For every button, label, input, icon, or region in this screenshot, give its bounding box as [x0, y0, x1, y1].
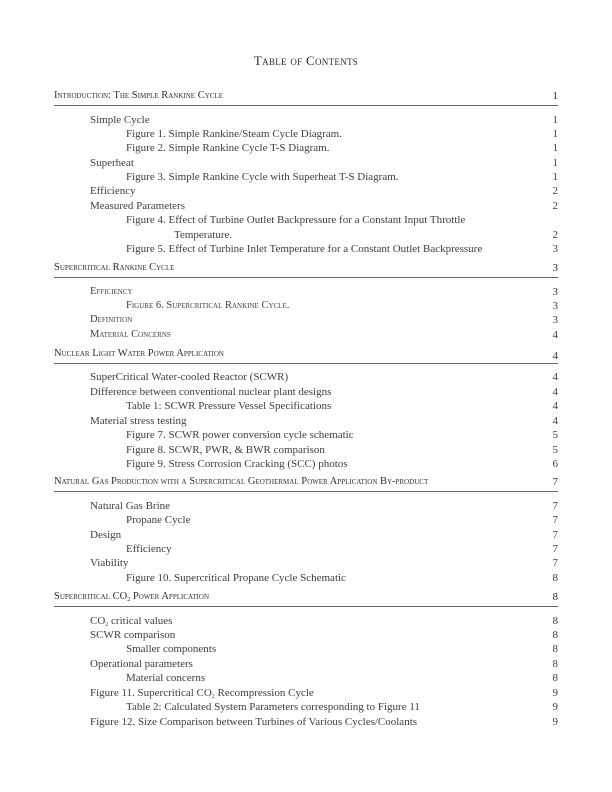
- toc-entry[interactable]: [54, 299, 558, 313]
- section-title: Introduction: The Simple Rankine Cycle: [54, 90, 223, 101]
- toc-entry[interactable]: [54, 628, 558, 642]
- entry-text: Measured Parameters: [90, 200, 185, 212]
- toc-entry[interactable]: [54, 242, 558, 256]
- page-number: 8: [552, 572, 558, 584]
- entry-text: Simple Cycle: [90, 114, 150, 126]
- page-number: 2: [552, 229, 558, 241]
- page-number: 7: [552, 543, 558, 555]
- toc-entry[interactable]: [54, 285, 558, 299]
- toc-section-heading[interactable]: [54, 590, 558, 607]
- page-number: 1: [552, 142, 558, 154]
- text-post: critical values: [108, 615, 173, 627]
- section-title: Nuclear Light Water Power Application: [54, 348, 224, 359]
- page-number: 1: [552, 128, 558, 140]
- page-number: 8: [552, 591, 558, 603]
- entry-text: Operational parameters: [90, 658, 193, 670]
- entry-text: Figure 5. Effect of Turbine Inlet Temperature for a Constant Outlet Backpressure: [126, 243, 483, 255]
- page-number: 5: [552, 429, 558, 441]
- subscript: 2: [105, 622, 109, 628]
- entry-text: Material stress testing: [90, 415, 187, 427]
- page-number: 4: [552, 400, 558, 412]
- page-number: 3: [552, 243, 558, 255]
- text-pre: Figure 11. Supercritical CO: [90, 687, 212, 699]
- toc-section-heading[interactable]: [54, 89, 558, 106]
- page-number: 5: [552, 444, 558, 456]
- entry-text: Smaller components: [126, 643, 217, 655]
- toc-entry[interactable]: [54, 642, 558, 656]
- toc-entry[interactable]: [54, 657, 558, 671]
- page-number: 7: [552, 557, 558, 569]
- page-number: 7: [552, 529, 558, 541]
- section-title-post: Power Application: [130, 591, 209, 602]
- toc-entry[interactable]: [54, 213, 558, 227]
- toc-entry[interactable]: [54, 385, 558, 399]
- toc-section-heading[interactable]: [54, 475, 558, 492]
- toc-entry[interactable]: [54, 457, 558, 471]
- page-number: 1: [552, 171, 558, 183]
- entry-text: Figure 8. SCWR, PWR, & BWR comparison: [126, 444, 325, 456]
- page-number: 8: [552, 629, 558, 641]
- toc-entry[interactable]: [54, 370, 558, 384]
- entry-text: Table 2: Calculated System Parameters corresponding to Figure 11: [126, 701, 420, 713]
- page-number: 1: [552, 90, 558, 102]
- toc-entry[interactable]: [54, 184, 558, 198]
- page-number: 7: [552, 514, 558, 526]
- toc-entry[interactable]: [54, 113, 558, 127]
- entry-text: Figure 2. Simple Rankine Cycle T-S Diagram.: [126, 142, 330, 154]
- entry-text: Design: [90, 529, 122, 541]
- page-number: 4: [552, 329, 558, 341]
- toc-entry[interactable]: [54, 428, 558, 442]
- page-number: 2: [552, 200, 558, 212]
- page-number: 3: [552, 286, 558, 298]
- toc-entry[interactable]: [54, 571, 558, 585]
- entry-text: Natural Gas Brine: [90, 500, 171, 512]
- entry-text: Figure 1. Simple Rankine/Steam Cycle Diagram.: [126, 128, 342, 140]
- page-number: 3: [552, 262, 558, 274]
- page-number: 8: [552, 672, 558, 684]
- page-number: 7: [552, 476, 558, 488]
- toc-entry[interactable]: [54, 686, 558, 700]
- toc-entry[interactable]: [54, 313, 558, 327]
- page-number: 7: [552, 500, 558, 512]
- entry-text: Difference between conventional nuclear plant designs: [90, 386, 332, 398]
- section-title: Natural Gas Production with a Supercritical Geothermal Power Application By-product: [54, 476, 429, 487]
- entry-text: Temperature.: [174, 229, 233, 241]
- entry-text: Viability: [90, 557, 129, 569]
- toc-entry[interactable]: [54, 528, 558, 542]
- page-number: 6: [552, 458, 558, 470]
- entry-text: Figure 9. Stress Corrosion Cracking (SCC) photos: [126, 458, 348, 470]
- page-number: 8: [552, 615, 558, 627]
- toc-entry[interactable]: [54, 328, 558, 342]
- entry-text: Material Concerns: [90, 329, 171, 340]
- entry-text: Figure 6. Supercritical Rankine Cycle.: [126, 300, 290, 311]
- entry-text: Efficiency: [90, 286, 133, 297]
- section-title: [54, 591, 209, 602]
- entry-text: Superheat: [90, 157, 134, 169]
- page-number: 1: [552, 114, 558, 126]
- page-number: 8: [552, 643, 558, 655]
- toc-entry[interactable]: [54, 443, 558, 457]
- toc-entry[interactable]: [54, 614, 558, 628]
- toc-entry[interactable]: [54, 700, 558, 714]
- toc-entry[interactable]: [54, 671, 558, 685]
- entry-text: Material concerns: [126, 672, 206, 684]
- page-number: 4: [552, 415, 558, 427]
- entry-text: Figure 4. Effect of Turbine Outlet Backpressure for a Constant Input Throttle: [126, 214, 466, 226]
- toc-entry-continuation[interactable]: [54, 228, 558, 242]
- toc-entry[interactable]: [54, 199, 558, 213]
- page-title: Table of Contents: [253, 53, 359, 68]
- toc-entry[interactable]: [54, 156, 558, 170]
- page-number: 4: [552, 371, 558, 383]
- entry-text: Figure 12. Size Comparison between Turbines of Various Cycles/Coolants: [90, 716, 418, 728]
- toc-entry[interactable]: [54, 499, 558, 513]
- entry-text: Table 1: SCWR Pressure Vessel Specifications: [126, 400, 332, 412]
- page-number: 9: [552, 716, 558, 728]
- text-post: Recompression Cycle: [214, 687, 314, 699]
- page-number: 4: [552, 386, 558, 398]
- page-number: 1: [552, 157, 558, 169]
- toc-entry[interactable]: [54, 141, 558, 155]
- page-number: 8: [552, 658, 558, 670]
- toc-entry[interactable]: [54, 542, 558, 556]
- toc-entry[interactable]: [54, 715, 558, 729]
- page-number: 3: [552, 314, 558, 326]
- page-number: 2: [552, 185, 558, 197]
- entry-text: SCWR comparison: [90, 629, 176, 641]
- page-number: 3: [552, 300, 558, 312]
- toc-section-heading[interactable]: [54, 347, 558, 364]
- entry-text: Efficiency: [90, 185, 136, 197]
- toc-entry[interactable]: [54, 414, 558, 428]
- entry-text: Figure 7. SCWR power conversion cycle schematic: [126, 429, 354, 441]
- entry-text: SuperCritical Water-cooled Reactor (SCWR): [90, 371, 289, 383]
- text-pre: CO: [90, 615, 106, 627]
- toc-entry[interactable]: [54, 513, 558, 527]
- toc-entry[interactable]: [54, 170, 558, 184]
- subscript: 2: [211, 694, 215, 700]
- toc-entry[interactable]: [54, 399, 558, 413]
- toc-entry[interactable]: [54, 127, 558, 141]
- section-title-pre: Supercritical CO: [54, 591, 128, 602]
- page-number: 9: [552, 701, 558, 713]
- section-title: Supercritical Rankine Cycle: [54, 262, 175, 273]
- toc-entry[interactable]: [54, 556, 558, 570]
- entry-text: Definition: [90, 314, 133, 325]
- toc-section-heading[interactable]: [54, 261, 558, 278]
- entry-text: Figure 10. Supercritical Propane Cycle Schematic: [126, 572, 346, 584]
- entry-text: Figure 3. Simple Rankine Cycle with Superheat T-S Diagram.: [126, 171, 399, 183]
- entry-text: Propane Cycle: [126, 514, 191, 526]
- page-number: 4: [552, 350, 558, 362]
- subscript: 2: [127, 597, 131, 603]
- entry-text: Efficiency: [126, 543, 172, 555]
- page-number: 9: [552, 687, 558, 699]
